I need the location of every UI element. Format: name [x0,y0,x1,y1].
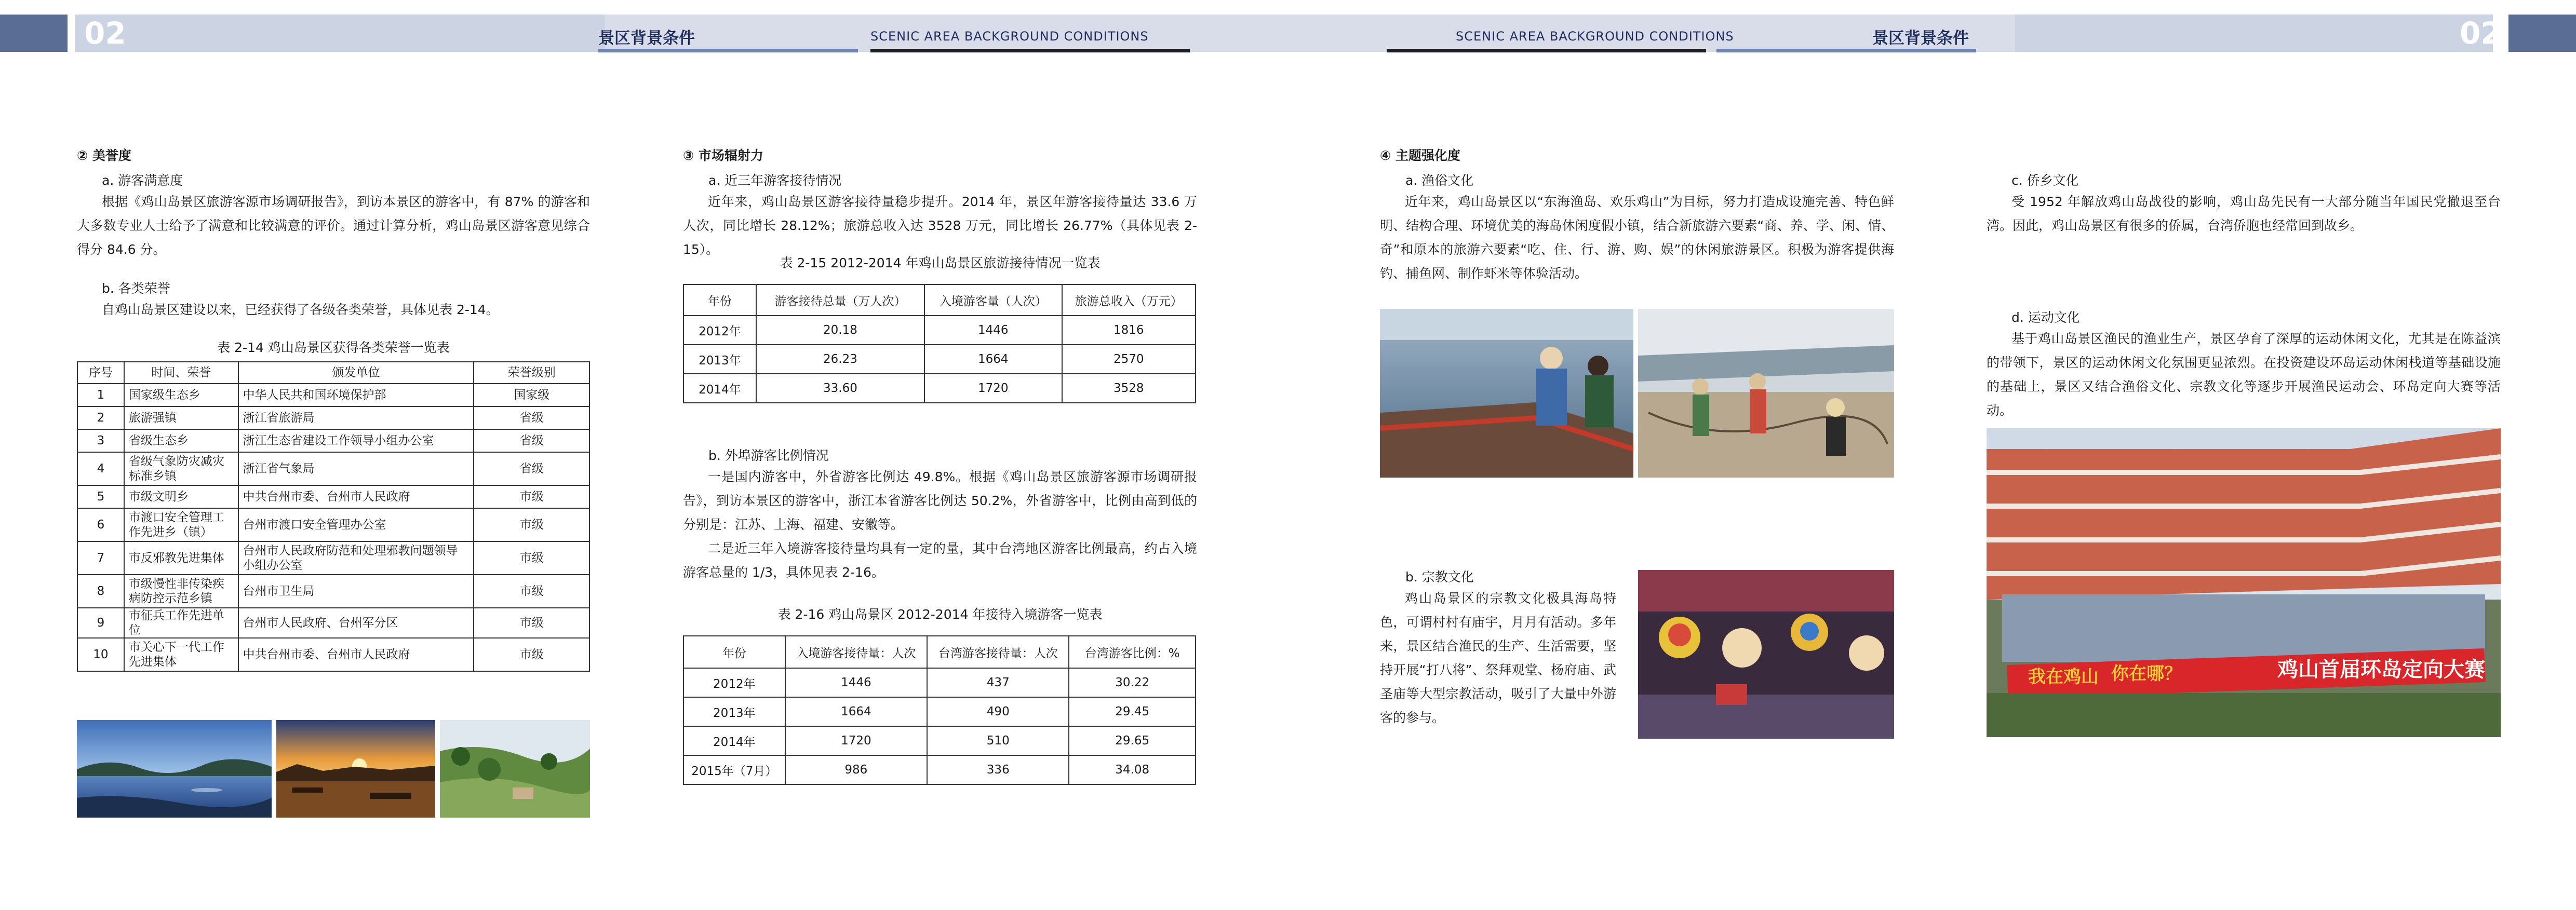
page-number-left: 02 [84,16,126,51]
photo-fishermen-boat [1380,309,1633,478]
table-cell: 市关心下一代工作先进集体 [124,638,238,671]
table-cell: 2570 [1062,345,1196,374]
table-cell: 中华人民共和国环境保护部 [238,384,474,406]
page-number-right: 02 [2460,16,2502,51]
header-band-middle [605,15,2015,52]
table-cell: 29.45 [1069,697,1196,726]
table-cell: 省级 [474,429,589,452]
table-cell: 浙江生态省建设工作领导小组办公室 [238,429,474,452]
table-header: 序号 [77,362,124,384]
table-row [683,697,1196,726]
subheading-sports-culture: d. 运动文化 [2011,310,2080,325]
header-band-right [2015,15,2493,52]
table-cell: 1446 [924,316,1062,345]
table-row [77,384,589,406]
paragraph-sports-culture: 基于鸡山岛景区渔民的渔业生产，景区孕育了深厚的运动休闲文化，尤其是在陈益滨的带领下，景区的运动休闲文化氛围更显浓烈。在投资建设环岛运动休闲栈道等基础设施的基础上，景区又结合渔俗文化、宗教文化等逐步开展渔民运动会、环岛定向大赛等活动。 [1987,331,2501,418]
table-row [77,406,589,429]
table-row [683,668,1196,697]
table-cell: 台州市人民政府、台州军分区 [238,608,474,638]
table-cell: 510 [927,726,1069,755]
table-cell: 1446 [785,668,927,697]
table-row [683,374,1196,403]
table-cell: 台州市人民政府防范和处理邪教问题领导小组办公室 [238,541,474,575]
table-header: 旅游总收入（万元） [1062,284,1196,316]
table-cell: 省级生态乡 [124,429,238,452]
table-cell: 2015年（7月） [683,755,785,784]
table-cell: 市级 [474,608,589,638]
table-row [77,508,589,541]
table-cell: 29.65 [1069,726,1196,755]
subheading-religious-culture: b. 宗教文化 [1405,569,1474,585]
subheading-outside-visitors: b. 外埠游客比例情况 [708,448,829,463]
header-underline [1716,49,1976,52]
table-cell: 2012年 [683,668,785,697]
header-band-left [75,15,605,52]
table-cell: 10 [77,638,124,671]
table-cell: 1720 [924,374,1062,403]
header-band-left-dark [0,15,68,52]
table-cell: 省级 [474,452,589,485]
table-cell: 中共台州市委、台州市人民政府 [238,485,474,508]
table-row [683,316,1196,345]
paragraph-visitor-reception: 近年来，鸡山岛景区游客接待量稳步提升。2014 年，景区年游客接待量达 33.6 万人次，同比增长 28.12%；旅游总收入达 3528 万元，同比增长 26.77%（具体见表 2-15）。 [683,194,1197,257]
table-cell: 2012年 [683,316,756,345]
table-header: 荣誉级别 [474,362,589,384]
table-cell: 3528 [1062,374,1196,403]
table-row [683,345,1196,374]
table-cell: 1816 [1062,316,1196,345]
photo-orienteering-event [1987,428,2501,737]
table-row [77,575,589,608]
paragraph-overseas-culture: 受 1952 年解放鸡山岛战役的影响，鸡山岛先民有一大部分随当年国民党撤退至台湾。因此，鸡山岛景区有很多的侨属，台湾侨胞也经常回到故乡。 [1987,194,2501,233]
header-title-right: 景区背景条件 [1872,29,1969,48]
banner-slogan-1: 我在鸡山 [2028,667,2099,687]
table-caption-inbound: 表 2-16 鸡山岛景区 2012-2014 年接待入境游客一览表 [777,607,1103,622]
table-cell: 8 [77,575,124,608]
paragraph-fishing-culture: 近年来，鸡山岛景区以“东海渔岛、欢乐鸡山”为目标，努力打造成设施完善、特色鲜明、结构合理、环境优美的海岛休闲度假小镇，结合新旅游六要素“商、养、学、闲、情、奇”和原本的旅游六要素“吃、住、行、游、购、娱”的休闲旅游景区。积极为游客提供海钓、捕鱼网、制作虾米等体验活动。 [1380,194,1894,281]
table-cell: 1720 [785,726,927,755]
section-heading-theme: ④ 主题强化度 [1380,148,1460,163]
table-cell: 市级 [474,508,589,541]
paragraph-outside-visitors-1: 一是国内游客中，外省游客比例达 49.8%。根据《鸡山岛景区旅游客源市场调研报告》，到访本景区的游客中，浙江本省游客比例达 50.2%，外省游客中，比例由高到低的分别是：江苏、上海、福建、安徽等。 [683,469,1197,532]
table-cell: 1664 [924,345,1062,374]
paragraph-outside-visitors-2: 二是近三年入境游客接待量均具有一定的量，其中台湾地区游客比例最高，约占入境游客总量的 1/3，具体见表 2-16。 [683,541,1197,580]
table-cell: 9 [77,608,124,638]
table-cell: 986 [785,755,927,784]
subheading-visitor-reception: a. 近三年游客接待情况 [708,173,842,188]
table-cell: 市级 [474,575,589,608]
photo-sunset-harbor [276,720,435,818]
paragraph-honors: 自鸡山岛景区建设以来，已经获得了各级各类荣誉，具体见表 2-14。 [102,302,499,317]
table-row [683,726,1196,755]
table-header: 台湾游客比例：% [1069,636,1196,668]
table-cell: 市级慢性非传染疾病防控示范乡镇 [124,575,238,608]
table-cell: 7 [77,541,124,575]
table-cell: 省级 [474,406,589,429]
table-cell: 6 [77,508,124,541]
table-cell: 2014年 [683,726,785,755]
subheading-honors: b. 各类荣誉 [102,281,170,296]
table-row [77,541,589,575]
table-header: 年份 [683,284,756,316]
table-row [77,608,589,638]
paragraph-satisfaction: 根据《鸡山岛景区旅游客源市场调研报告》，到访本景区的游客中，有 87% 的游客和大多数专业人士给予了满意和比较满意的评价。通过计算分析，鸡山岛景区游客意见综合得分 84.6 分。 [77,194,590,257]
table-header: 时间、荣誉 [124,362,238,384]
header-title-left: 景区背景条件 [598,29,695,48]
table-cell: 市级文明乡 [124,485,238,508]
table-cell: 2013年 [683,345,756,374]
inbound-table [683,635,1196,785]
table-cell: 市渡口安全管理工作先进乡（镇） [124,508,238,541]
table-cell: 2013年 [683,697,785,726]
table-cell: 省级气象防灾减灾标准乡镇 [124,452,238,485]
subheading-overseas-culture: c. 侨乡文化 [2011,173,2079,188]
banner-slogan-2: 你在哪？ [2111,663,2182,684]
table-cell: 20.18 [756,316,924,345]
table-cell: 市级 [474,541,589,575]
honors-table [77,361,590,672]
reception-table [683,284,1196,403]
table-cell: 490 [927,697,1069,726]
table-header: 入境游客量（人次） [924,284,1062,316]
table-cell: 2 [77,406,124,429]
table-cell: 台州市渡口安全管理办公室 [238,508,474,541]
photo-religious-festival [1638,570,1894,739]
table-cell: 34.08 [1069,755,1196,784]
table-cell: 市征兵工作先进单位 [124,608,238,638]
section-heading-market: ③ 市场辐射力 [683,148,763,163]
table-header: 台湾游客接待量：人次 [927,636,1069,668]
table-cell: 台州市卫生局 [238,575,474,608]
table-cell: 3 [77,429,124,452]
table-cell: 336 [927,755,1069,784]
header-underline [598,49,858,52]
table-caption-honors: 表 2-14 鸡山岛景区获得各类荣誉一览表 [217,340,450,355]
table-caption-reception: 表 2-15 2012-2014 年鸡山岛景区旅游接待情况一览表 [780,255,1101,270]
table-cell: 市级 [474,485,589,508]
header-subtitle-right: SCENIC AREA BACKGROUND CONDITIONS [1456,29,1734,44]
table-header: 年份 [683,636,785,668]
table-cell: 4 [77,452,124,485]
photo-island-bay [77,720,272,818]
table-cell: 市反邪教先进集体 [124,541,238,575]
photo-green-hillside [440,720,590,818]
subheading-fishing-culture: a. 渔俗文化 [1405,173,1474,188]
table-cell: 1664 [785,697,927,726]
table-cell: 1 [77,384,124,406]
paragraph-religious-culture: 鸡山岛景区的宗教文化极具海岛特色，可谓村村有庙宇，月月有活动。多年来，景区结合渔民的生产、生活需要，坚持开展“打八将”、祭拜观堂、杨府庙、武圣庙等大型宗教活动，吸引了大量中外游客的参与。 [1380,591,1616,725]
table-cell: 市级 [474,638,589,671]
table-row [683,755,1196,784]
header-band-right-dark [2508,15,2576,52]
table-cell: 浙江省气象局 [238,452,474,485]
table-row [77,452,589,485]
photo-fishing-net-activity [1638,309,1894,478]
header-underline [1387,49,1706,52]
subheading-satisfaction: a. 游客满意度 [102,173,183,188]
table-row [77,638,589,671]
table-header: 游客接待总量（万人次） [756,284,924,316]
table-cell: 437 [927,668,1069,697]
table-row [77,485,589,508]
table-header: 颁发单位 [238,362,474,384]
table-cell: 浙江省旅游局 [238,406,474,429]
banner-event-title: 鸡山首届环岛定向大赛 [2277,658,2485,682]
table-cell: 2014年 [683,374,756,403]
table-cell: 国家级 [474,384,589,406]
header-underline [870,49,1190,52]
table-row [77,429,589,452]
table-cell: 国家级生态乡 [124,384,238,406]
table-cell: 26.23 [756,345,924,374]
section-heading-reputation: ② 美誉度 [77,148,131,163]
header-subtitle-left: SCENIC AREA BACKGROUND CONDITIONS [870,29,1149,44]
table-header: 入境游客接待量：人次 [785,636,927,668]
table-cell: 5 [77,485,124,508]
table-cell: 中共台州市委、台州市人民政府 [238,638,474,671]
table-cell: 旅游强镇 [124,406,238,429]
table-cell: 33.60 [756,374,924,403]
table-cell: 30.22 [1069,668,1196,697]
